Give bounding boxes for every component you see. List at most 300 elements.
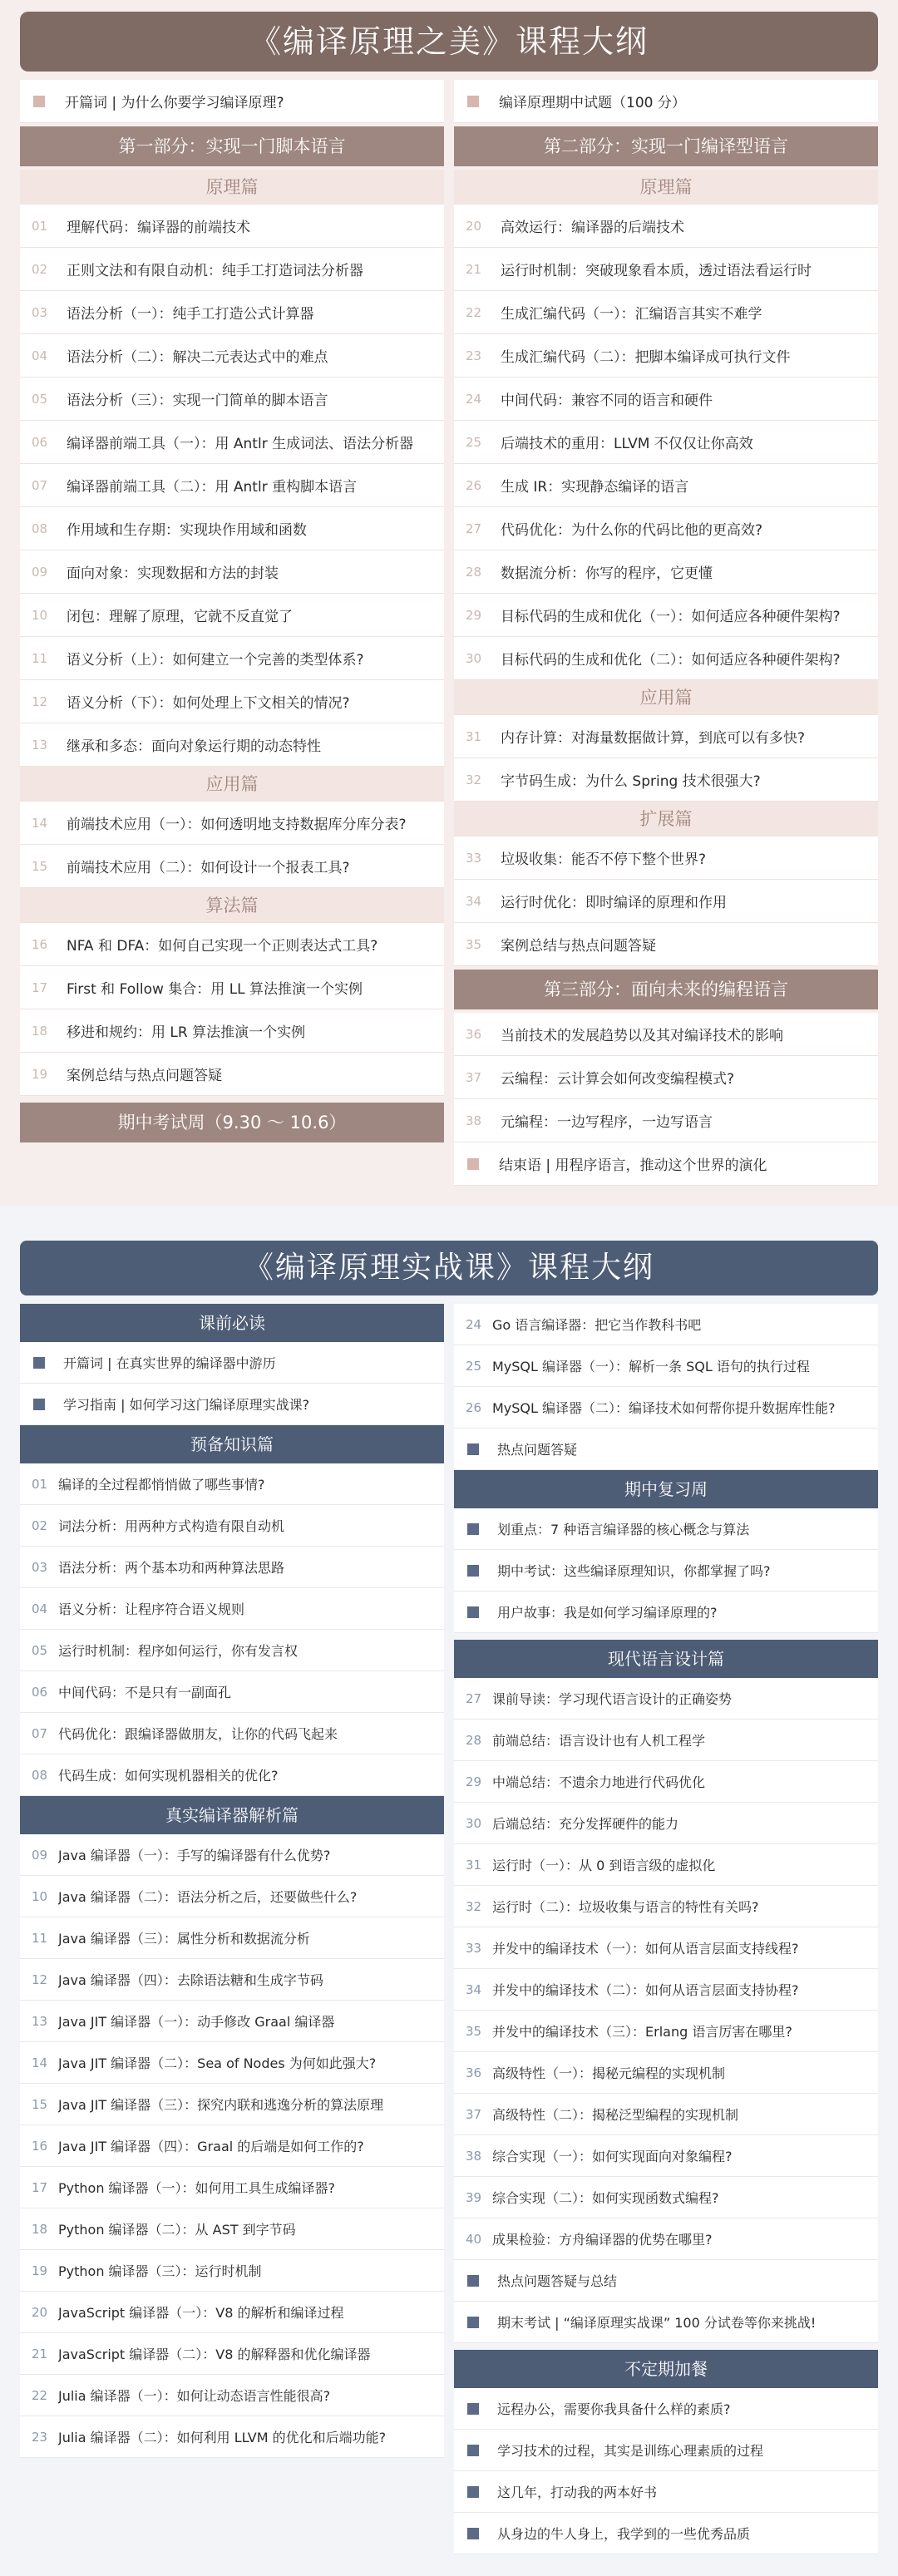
bullet-square-icon <box>467 2486 479 2498</box>
lesson-number: 31 <box>466 728 482 744</box>
lesson-item[interactable] <box>20 2125 444 2167</box>
part-three-header: 第三部分：面向未来的编程语言 <box>454 970 878 1009</box>
lesson-item[interactable] <box>454 1099 878 1142</box>
poster2-left-column <box>20 1304 444 2458</box>
lesson-title: 运行时机制：程序如何运行，你有发言权 <box>58 1643 299 1659</box>
lesson-title: 中间代码：不是只有一副面孔 <box>58 1685 232 1700</box>
lesson-title: Python 编译器（一）：如何用工具生成编译器? <box>58 2180 336 2196</box>
lesson-number: 16 <box>32 936 48 952</box>
lesson-number: 03 <box>32 1559 48 1575</box>
lesson-item[interactable] <box>454 2094 878 2135</box>
lesson-number: 26 <box>466 477 482 493</box>
bullet-item[interactable] <box>454 2430 878 2471</box>
poster1-right-column <box>454 80 878 1186</box>
lesson-item[interactable] <box>20 1630 444 1671</box>
lesson-number: 02 <box>32 1517 48 1533</box>
lesson-number: 21 <box>466 261 482 277</box>
lesson-item[interactable] <box>454 507 878 550</box>
lesson-title: Java JIT 编译器（二）：Sea of Nodes 为何如此强大? <box>58 2055 377 2071</box>
lesson-title: 语法分析：两个基本功和两种算法思路 <box>58 1560 285 1576</box>
bullet-square-icon <box>467 2528 479 2539</box>
lesson-title: Python 编译器（二）：从 AST 到字节码 <box>58 2222 296 2238</box>
lesson-title: 面向对象：实现数据和方法的封装 <box>67 565 279 582</box>
bullet-title: 远程办公，需要你我具备什么样的素质? <box>497 2401 731 2417</box>
lesson-title: 后端技术的重用：LLVM 不仅仅让你高效 <box>501 436 753 452</box>
lesson-title: Java JIT 编译器（三）：探究内联和逃逸分析的算法原理 <box>58 2097 384 2113</box>
lesson-item[interactable] <box>20 2208 444 2250</box>
lesson-title: 编译的全过程都悄悄做了哪些事情? <box>58 1477 265 1493</box>
bullet-square-icon <box>33 1357 45 1369</box>
lesson-item[interactable] <box>454 594 878 637</box>
section-principle-header: 原理篇 <box>20 170 444 205</box>
lesson-number: 29 <box>466 607 482 623</box>
lesson-title: 理解代码：编译器的前端技术 <box>67 220 250 236</box>
lesson-number: 18 <box>32 2221 48 2237</box>
lesson-title: 语法分析（三）：实现一门简单的脚本语言 <box>67 392 328 409</box>
lesson-number: 24 <box>466 1316 482 1332</box>
lesson-title: 后端总结：充分发挥硬件的能力 <box>492 1816 679 1832</box>
lesson-item[interactable] <box>454 1345 878 1387</box>
lesson-number: 20 <box>32 2304 48 2320</box>
bullet-square-icon <box>467 1606 479 1618</box>
lesson-title: 继承和多态：面向对象运行期的动态特性 <box>67 738 321 755</box>
bullet-square-icon <box>467 1523 479 1535</box>
lesson-item[interactable] <box>454 2011 878 2052</box>
section-extension-header: 扩展篇 <box>454 802 878 836</box>
lesson-title: 高效运行：编译器的后端技术 <box>501 220 684 236</box>
lesson-number: 04 <box>32 1601 48 1616</box>
lesson-title: 生成汇编代码（二）：把脚本编译成可执行文件 <box>501 349 791 366</box>
bullet-square-icon <box>467 1158 479 1170</box>
poster-compiler-principles <box>0 0 898 1206</box>
lesson-item[interactable] <box>20 2375 444 2416</box>
lesson-number: 27 <box>466 1690 482 1706</box>
extension-list <box>454 836 878 966</box>
lesson-title: Java JIT 编译器（一）：动手修改 Graal 编译器 <box>58 2014 335 2030</box>
continued-list <box>454 1304 878 1429</box>
lesson-item[interactable] <box>20 637 444 680</box>
lesson-number: 12 <box>32 1971 48 1987</box>
real-compilers-list <box>20 1834 444 2458</box>
lesson-title: 字节码生成：为什么 Spring 技术很强大? <box>501 773 761 790</box>
lesson-item[interactable] <box>454 1056 878 1099</box>
lesson-item[interactable] <box>20 291 444 334</box>
lesson-number: 08 <box>32 521 48 536</box>
lesson-title: 运行时机制：突破现象看本质，透过语法看运行时 <box>501 263 812 279</box>
lesson-item[interactable] <box>454 758 878 802</box>
lesson-item[interactable] <box>454 1886 878 1927</box>
lesson-number: 15 <box>32 858 48 874</box>
lesson-title: 运行时（二）：垃圾收集与语言的特性有关吗? <box>492 1899 759 1915</box>
section-real-compilers-header: 真实编译器解析篇 <box>20 1796 444 1834</box>
lesson-title: 语法分析（二）：解决二元表达式中的难点 <box>67 349 328 366</box>
lesson-title: Java JIT 编译器（四）：Graal 的后端是如何工作的? <box>58 2139 364 2154</box>
lesson-number: 05 <box>32 1642 48 1658</box>
lesson-title: 云编程：云计算会如何改变编程模式? <box>501 1071 735 1088</box>
lesson-title: 前端技术应用（一）：如何透明地支持数据库分库分表? <box>67 817 407 833</box>
lesson-title: 语法分析（一）：纯手工打造公式计算器 <box>67 306 314 323</box>
bullet-square-icon <box>467 1443 479 1455</box>
lesson-number: 12 <box>32 693 48 709</box>
lesson-number: 30 <box>466 650 482 666</box>
lesson-title: Java 编译器（一）：手写的编译器有什么优势? <box>58 1848 331 1863</box>
lesson-item[interactable] <box>20 2167 444 2208</box>
poster2-title: 《编译原理实战课》课程大纲 <box>20 1241 878 1295</box>
bullet-square-icon <box>467 96 479 107</box>
lesson-number: 30 <box>466 1815 482 1831</box>
bullet-title: 学习指南 | 如何学习这门编译原理实战课? <box>63 1397 310 1413</box>
intro-item[interactable]: 开篇词 | 为什么你要学习编译原理? <box>20 80 444 123</box>
hot-questions-item[interactable]: 热点问题答疑 <box>454 1429 878 1470</box>
lesson-number: 35 <box>466 2023 482 2039</box>
bullet-title: 从身边的牛人身上，我学到的一些优秀品质 <box>497 2526 751 2542</box>
lesson-item[interactable] <box>454 1844 878 1886</box>
lesson-number: 40 <box>466 2231 482 2247</box>
lesson-title: 并发中的编译技术（一）：如何从语言层面支持线程? <box>492 1941 799 1957</box>
lesson-number: 25 <box>466 1358 482 1374</box>
lesson-number: 32 <box>466 1898 482 1914</box>
lesson-number: 33 <box>466 1940 482 1956</box>
lesson-title: 综合实现（二）：如何实现函数式编程? <box>492 2190 719 2206</box>
bullet-item[interactable] <box>454 1550 878 1591</box>
lesson-item[interactable] <box>454 1969 878 2011</box>
bullet-title: 期中考试：这些编译原理知识，你都掌握了吗? <box>497 1563 771 1579</box>
lesson-title: 运行时优化：即时编译的原理和作用 <box>501 895 727 911</box>
midterm-exam-item[interactable]: 编译原理期中试题（100 分） <box>454 80 878 123</box>
lesson-title: 目标代码的生成和优化（一）：如何适应各种硬件架构? <box>501 609 841 625</box>
lesson-item[interactable] <box>454 1387 878 1429</box>
lesson-item[interactable] <box>20 1009 444 1053</box>
lesson-number: 17 <box>32 980 48 995</box>
poster-compiler-practice <box>0 1206 898 2576</box>
lesson-number: 28 <box>466 1732 482 1748</box>
bullet-title: 学习技术的过程，其实是训练心理素质的过程 <box>497 2443 764 2459</box>
lesson-item[interactable] <box>20 1876 444 1917</box>
lesson-title: 生成 IR：实现静态编译的语言 <box>501 479 689 496</box>
lesson-title: 语义分析（下）：如何处理上下文相关的情况? <box>67 695 350 712</box>
lesson-item[interactable] <box>454 550 878 594</box>
lesson-item[interactable] <box>20 378 444 421</box>
lesson-item[interactable] <box>20 802 444 845</box>
lesson-item[interactable] <box>20 421 444 464</box>
lesson-number: 01 <box>32 1476 48 1492</box>
bullet-square-icon <box>467 2317 479 2328</box>
lesson-number: 38 <box>466 1113 482 1128</box>
lesson-title: 中端总结：不遗余力地进行代码优化 <box>492 1774 706 1790</box>
lesson-number: 15 <box>32 2096 48 2112</box>
lesson-number: 13 <box>32 2013 48 2029</box>
lesson-item[interactable] <box>454 1678 878 1720</box>
lesson-number: 31 <box>466 1857 482 1873</box>
lesson-item[interactable] <box>454 291 878 334</box>
lesson-title: Java 编译器（二）：语法分析之后，还要做些什么? <box>58 1889 358 1905</box>
lesson-number: 17 <box>32 2179 48 2195</box>
lesson-title: 并发中的编译技术（二）：如何从语言层面支持协程? <box>492 1982 799 1998</box>
lesson-item[interactable] <box>20 1917 444 1959</box>
section-midterm-review-header: 期中复习周 <box>454 1470 878 1508</box>
lesson-item[interactable] <box>20 2084 444 2125</box>
lesson-title: 编译器前端工具（二）：用 Antlr 重构脚本语言 <box>67 479 358 496</box>
lesson-number: 34 <box>466 1981 482 1997</box>
bullet-square-icon <box>467 2445 479 2456</box>
midterm-week-banner: 期中考试周（9.30 ～ 10.6） <box>20 1103 444 1142</box>
bullet-item[interactable] <box>454 1508 878 1550</box>
lesson-item[interactable] <box>454 205 878 248</box>
application-list <box>20 802 444 888</box>
lesson-number: 22 <box>466 304 482 320</box>
lesson-number: 36 <box>466 1026 482 1042</box>
lesson-number: 36 <box>466 2065 482 2080</box>
lesson-title: 高级特性（一）：揭秘元编程的实现机制 <box>492 2065 726 2081</box>
lesson-item[interactable] <box>20 1547 444 1588</box>
lesson-title: JavaScript 编译器（二）：V8 的解释器和优化编译器 <box>58 2347 371 2362</box>
lesson-item[interactable] <box>20 1505 444 1547</box>
lesson-item[interactable] <box>20 1959 444 2001</box>
lesson-number: 03 <box>32 304 48 320</box>
lesson-title: 语义分析：让程序符合语义规则 <box>58 1601 245 1617</box>
lesson-item[interactable] <box>454 464 878 507</box>
lesson-item[interactable] <box>454 378 878 421</box>
lesson-number: 14 <box>32 2055 48 2070</box>
lesson-item[interactable] <box>454 637 878 680</box>
future-list <box>454 1013 878 1142</box>
lesson-item[interactable] <box>20 1671 444 1713</box>
bullet-item[interactable] <box>20 1384 444 1425</box>
lesson-number: 06 <box>32 1684 48 1700</box>
poster2-right-column <box>454 1304 878 2554</box>
lesson-title: 元编程：一边写程序，一边写语言 <box>501 1114 713 1131</box>
bullet-item[interactable] <box>454 1591 878 1633</box>
lesson-number: 33 <box>466 850 482 866</box>
bullet-title: 这几年，打动我的两本好书 <box>497 2485 658 2500</box>
lesson-item[interactable] <box>454 1304 878 1345</box>
lesson-item[interactable] <box>20 1463 444 1505</box>
lesson-item[interactable] <box>454 2135 878 2177</box>
lesson-title: 前端技术应用（二）：如何设计一个报表工具? <box>67 860 350 876</box>
lesson-item[interactable] <box>454 421 878 464</box>
lesson-title: Go 语言编译器：把它当作教科书吧 <box>492 1317 702 1333</box>
lesson-title: NFA 和 DFA：如何自己实现一个正则表达式工具? <box>67 938 378 955</box>
lesson-title: 内存计算：对海量数据做计算，到底可以有多快? <box>501 730 806 747</box>
lesson-item[interactable] <box>20 1053 444 1096</box>
lesson-number: 14 <box>32 815 48 831</box>
bonus-list <box>454 2388 878 2554</box>
midterm-review-list <box>454 1508 878 1633</box>
bullet-item[interactable] <box>454 2388 878 2430</box>
lesson-item[interactable] <box>20 334 444 378</box>
lesson-title: 并发中的编译技术（三）：Erlang 语言厉害在哪里? <box>492 2024 792 2040</box>
lesson-number: 19 <box>32 1066 48 1082</box>
lesson-item[interactable] <box>454 2052 878 2094</box>
bullet-square-icon <box>33 96 45 107</box>
lesson-number: 19 <box>32 2263 48 2278</box>
lesson-item[interactable] <box>454 2177 878 2218</box>
lesson-title: 综合实现（一）：如何实现面向对象编程? <box>492 2149 733 2164</box>
part-one-header: 第一部分：实现一门脚本语言 <box>20 126 444 166</box>
lesson-title: 词法分析：用两种方式构造有限自动机 <box>58 1518 285 1534</box>
bullet-square-icon <box>467 2403 479 2415</box>
lesson-item[interactable] <box>20 845 444 888</box>
lesson-title: Julia 编译器（二）：如何利用 LLVM 的优化和后端功能? <box>58 2430 387 2445</box>
section-modern-design-header: 现代语言设计篇 <box>454 1640 878 1678</box>
lesson-title: Julia 编译器（一）：如何让动态语言性能很高? <box>58 2388 331 2404</box>
lesson-number: 26 <box>466 1399 482 1415</box>
lesson-number: 06 <box>32 434 48 450</box>
lesson-number: 01 <box>32 218 48 234</box>
lesson-item[interactable] <box>20 248 444 291</box>
bullet-item[interactable] <box>454 2260 878 2302</box>
lesson-number: 21 <box>32 2346 48 2361</box>
lesson-item[interactable] <box>20 2042 444 2084</box>
lesson-title: 代码生成：如何实现机器相关的优化? <box>58 1768 279 1784</box>
lesson-title: 前端总结：语言设计也有人机工程学 <box>492 1733 706 1749</box>
lesson-title: First 和 Follow 集合：用 LL 算法推演一个实例 <box>67 981 363 998</box>
lesson-number: 22 <box>32 2387 48 2403</box>
lesson-number: 23 <box>32 2429 48 2445</box>
lesson-number: 09 <box>32 1847 48 1863</box>
lesson-number: 16 <box>32 2138 48 2154</box>
basics-list <box>20 1463 444 1796</box>
lesson-item[interactable] <box>20 205 444 248</box>
lesson-item[interactable] <box>20 680 444 723</box>
section-bonus-header: 不定期加餐 <box>454 2350 878 2388</box>
lesson-number: 10 <box>32 607 48 623</box>
lesson-title: Python 编译器（三）：运行时机制 <box>58 2263 262 2279</box>
algorithm-list <box>20 923 444 1096</box>
lesson-number: 25 <box>466 434 482 450</box>
lesson-number: 29 <box>466 1774 482 1789</box>
application-list <box>454 715 878 802</box>
lesson-item[interactable] <box>20 2333 444 2375</box>
lesson-item[interactable] <box>20 1588 444 1630</box>
principle-list <box>20 205 444 767</box>
bullet-square-icon <box>33 1399 45 1410</box>
section-basics-header: 预备知识篇 <box>20 1425 444 1463</box>
lesson-number: 37 <box>466 1069 482 1085</box>
lesson-title: 当前技术的发展趋势以及其对编译技术的影响 <box>501 1028 783 1044</box>
lesson-item[interactable] <box>454 715 878 758</box>
lesson-number: 11 <box>32 1930 48 1946</box>
lesson-title: Java 编译器（四）：去除语法糖和生成字节码 <box>58 1972 323 1988</box>
lesson-number: 35 <box>466 936 482 952</box>
lesson-item[interactable] <box>20 1754 444 1796</box>
lesson-number: 09 <box>32 564 48 580</box>
lesson-title: 目标代码的生成和优化（二）：如何适应各种硬件架构? <box>501 652 841 669</box>
lesson-item[interactable] <box>454 1803 878 1844</box>
lesson-item[interactable] <box>20 550 444 594</box>
bullet-title: 热点问题答疑与总结 <box>497 2273 618 2289</box>
lesson-title: MySQL 编译器（一）：解析一条 SQL 语句的执行过程 <box>492 1359 810 1374</box>
lesson-item[interactable] <box>454 2218 878 2260</box>
lesson-item[interactable] <box>454 334 878 378</box>
bullet-square-icon <box>467 1565 479 1577</box>
lesson-number: 24 <box>466 391 482 407</box>
bullet-title: 期末考试 | “编译原理实战课” 100 分试卷等你来挑战! <box>497 2315 817 2331</box>
lesson-title: 数据流分析：你写的程序，它更懂 <box>501 565 713 582</box>
bullet-item[interactable] <box>454 2513 878 2554</box>
lesson-item[interactable] <box>454 880 878 923</box>
lesson-number: 28 <box>466 564 482 580</box>
lesson-item[interactable] <box>20 594 444 637</box>
lesson-item[interactable] <box>20 2292 444 2333</box>
lesson-number: 27 <box>466 521 482 536</box>
lesson-item[interactable] <box>20 464 444 507</box>
lesson-title: 高级特性（二）：揭秘泛型编程的实现机制 <box>492 2107 739 2123</box>
lesson-number: 38 <box>466 2148 482 2164</box>
lesson-item[interactable] <box>20 2250 444 2292</box>
lesson-item[interactable] <box>20 723 444 767</box>
lesson-title: 生成汇编代码（一）：汇编语言其实不难学 <box>501 306 762 323</box>
section-prereading-header: 课前必读 <box>20 1304 444 1342</box>
lesson-title: 案例总结与热点问题答疑 <box>501 938 656 955</box>
lesson-item[interactable] <box>20 2416 444 2458</box>
lesson-title: 移进和规约：用 LR 算法推演一个实例 <box>67 1024 306 1041</box>
lesson-item[interactable] <box>20 1834 444 1876</box>
bullet-title: 划重点：7 种语言编译器的核心概念与算法 <box>497 1522 750 1537</box>
lesson-item[interactable] <box>20 1713 444 1754</box>
bullet-title: 开篇词 | 在真实世界的编译器中游历 <box>63 1355 276 1371</box>
lesson-number: 32 <box>466 772 482 787</box>
lesson-item[interactable] <box>20 507 444 550</box>
lesson-title: 课前导读：学习现代语言设计的正确姿势 <box>492 1691 733 1707</box>
lesson-title: 中间代码：兼容不同的语言和硬件 <box>501 392 713 409</box>
lesson-title: 编译器前端工具（一）：用 Antlr 生成词法、语法分析器 <box>67 436 414 452</box>
lesson-number: 04 <box>32 348 48 363</box>
lesson-item[interactable] <box>454 1761 878 1803</box>
lesson-item[interactable] <box>454 1013 878 1056</box>
lesson-title: 作用域和生存期：实现块作用域和函数 <box>67 522 307 539</box>
bullet-item[interactable] <box>454 2471 878 2513</box>
lesson-item[interactable] <box>454 836 878 880</box>
lesson-item[interactable] <box>20 966 444 1009</box>
lesson-number: 08 <box>32 1767 48 1783</box>
modern-design-list <box>454 1678 878 2260</box>
lesson-number: 20 <box>466 218 482 234</box>
prereading-list <box>20 1342 444 1425</box>
lesson-item[interactable] <box>454 1927 878 1969</box>
lesson-item[interactable] <box>454 1720 878 1761</box>
lesson-title: 案例总结与热点问题答疑 <box>67 1068 222 1084</box>
lesson-number: 07 <box>32 477 48 493</box>
lesson-item[interactable] <box>454 923 878 966</box>
lesson-item[interactable] <box>20 2001 444 2042</box>
lesson-title: 垃圾收集：能否不停下整个世界? <box>501 851 707 868</box>
part-two-header: 第二部分：实现一门编译型语言 <box>454 126 878 166</box>
poster1-left-column <box>20 80 444 1142</box>
lesson-title: 正则文法和有限自动机：纯手工打造词法分析器 <box>67 263 363 279</box>
lesson-item[interactable] <box>20 923 444 966</box>
lesson-title: 代码优化：为什么你的代码比他的更高效? <box>501 522 763 539</box>
lesson-title: 代码优化：跟编译器做朋友，让你的代码飞起来 <box>58 1726 338 1742</box>
lesson-title: 运行时（一）：从 0 到语言级的虚拟化 <box>492 1858 716 1873</box>
lesson-title: 闭包：理解了原理，它就不反直觉了 <box>67 609 293 625</box>
lesson-number: 37 <box>466 2106 482 2122</box>
lesson-number: 13 <box>32 737 48 753</box>
outro-item[interactable]: 结束语 | 用程序语言，推动这个世界的演化 <box>454 1142 878 1186</box>
bullet-item[interactable] <box>454 2302 878 2343</box>
section-principle-header: 原理篇 <box>454 170 878 205</box>
lesson-item[interactable] <box>454 248 878 291</box>
section-algorithm-header: 算法篇 <box>20 888 444 923</box>
lesson-title: MySQL 编译器（二）：编译技术如何帮你提升数据库性能? <box>492 1400 836 1416</box>
lesson-number: 07 <box>32 1725 48 1741</box>
bullet-square-icon <box>467 2275 479 2287</box>
lesson-number: 10 <box>32 1888 48 1904</box>
bullet-item[interactable] <box>20 1342 444 1384</box>
lesson-number: 05 <box>32 391 48 407</box>
lesson-title: JavaScript 编译器（一）：V8 的解析和编译过程 <box>58 2305 344 2321</box>
bullet-title: 用户故事：我是如何学习编译原理的? <box>497 1605 718 1621</box>
